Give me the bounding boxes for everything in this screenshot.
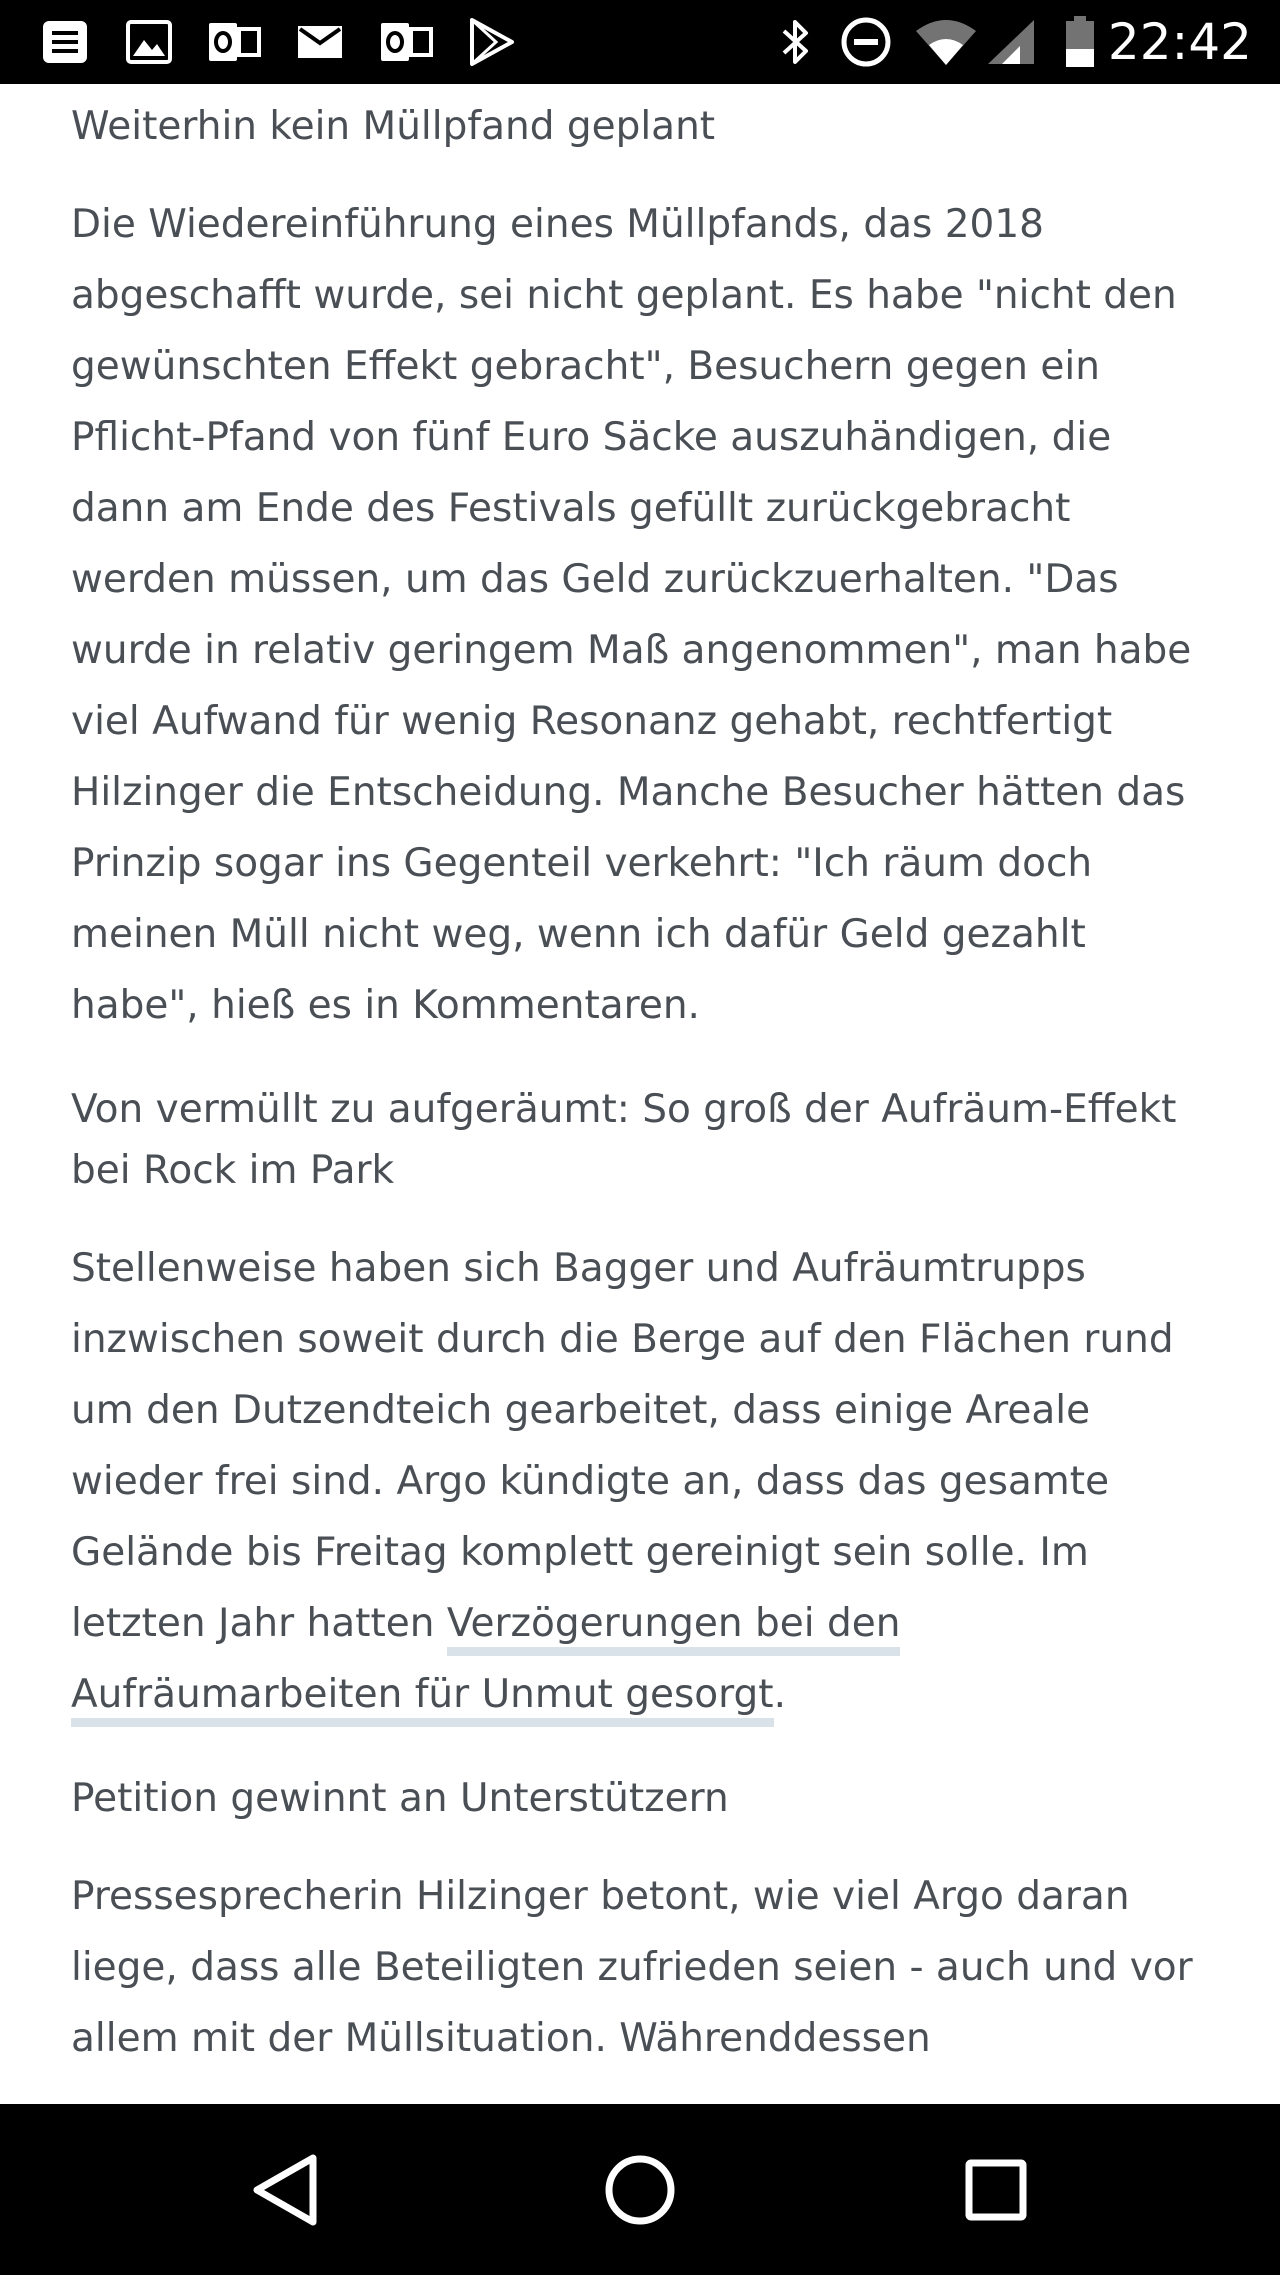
article-subheading: Petition gewinnt an Unterstützern <box>71 1776 729 1821</box>
article-subheading: Weiterhin kein Müllpfand geplant <box>71 104 716 149</box>
recents-button[interactable] <box>946 2142 1046 2242</box>
outlook-notification-icon <box>206 14 262 70</box>
status-clock: 22:42 <box>1107 13 1252 71</box>
back-button[interactable] <box>236 2142 336 2242</box>
battery-icon <box>1062 14 1098 70</box>
image-notification-icon <box>124 14 174 70</box>
article-body <box>71 84 1221 2074</box>
cellular-signal-icon <box>984 14 1038 70</box>
related-article-link[interactable]: Von vermüllt zu aufgeräumt: So groß der Aufräum-Effekt bei Rock im Park <box>71 1087 1177 1193</box>
menu-notification-icon <box>40 14 90 70</box>
status-bar <box>0 0 1280 84</box>
outlook-notification-icon-2 <box>378 14 434 70</box>
paragraph-text-end: . <box>773 1672 786 1717</box>
paragraph-text: Stellenweise haben sich Bagger und Aufräumtrupps inzwischen soweit durch die Berge auf den Flächen rund um den Dutzendteich gearbeitet, dass einige Areale wieder frei sind. Argo kündigte an, dass das gesamte Gelände bis Freitag komplett gereinigt sein solle. Im letzten Jahr hatten <box>71 1246 1174 1646</box>
bluetooth-icon <box>776 14 816 70</box>
recents-square-icon <box>965 2159 1027 2225</box>
article-paragraph <box>71 1233 1221 1730</box>
home-circle-icon <box>604 2154 676 2230</box>
email-notification-icon <box>294 14 346 70</box>
play-store-notification-icon <box>466 14 518 70</box>
inline-article-link[interactable]: Verzögerungen bei den Aufräumarbeiten für Unmut gesorgt <box>71 1601 900 1727</box>
article-paragraph: Pressesprecherin Hilzinger betont, wie viel Argo daran liege, dass alle Beteiligten zufrieden seien - auch und vor allem mit der Müllsituation. Währenddessen <box>71 1874 1193 2061</box>
article-paragraph: Die Wiedereinführung eines Müllpfands, das 2018 abgeschafft wurde, sei nicht geplant. Es habe "nicht den gewünschten Effekt gebracht", Besuchern gegen ein Pflicht-Pfand von fünf Euro Säcke auszuhändigen, die dann am Ende des Festivals gefüllt zurückgebracht werden müssen, um das Geld zurückzuerhalten. "Das wurde in relativ geringem Maß angenommen", man habe viel Aufwand für wenig Resonanz gehabt, rechtfertigt Hilzinger die Entscheidung. Manche Besucher hätten das Prinzip sogar ins Gegenteil verkehrt: "Ich räum doch meinen Müll nicht weg, wenn ich dafür Geld gezahlt habe", hieß es in Kommentaren. <box>71 202 1192 1028</box>
back-triangle-icon <box>251 2153 321 2231</box>
webview-content[interactable] <box>0 84 1280 2104</box>
navigation-bar <box>0 2104 1280 2275</box>
do-not-disturb-icon <box>838 14 894 70</box>
home-button[interactable] <box>590 2142 690 2242</box>
wifi-icon <box>914 14 978 70</box>
